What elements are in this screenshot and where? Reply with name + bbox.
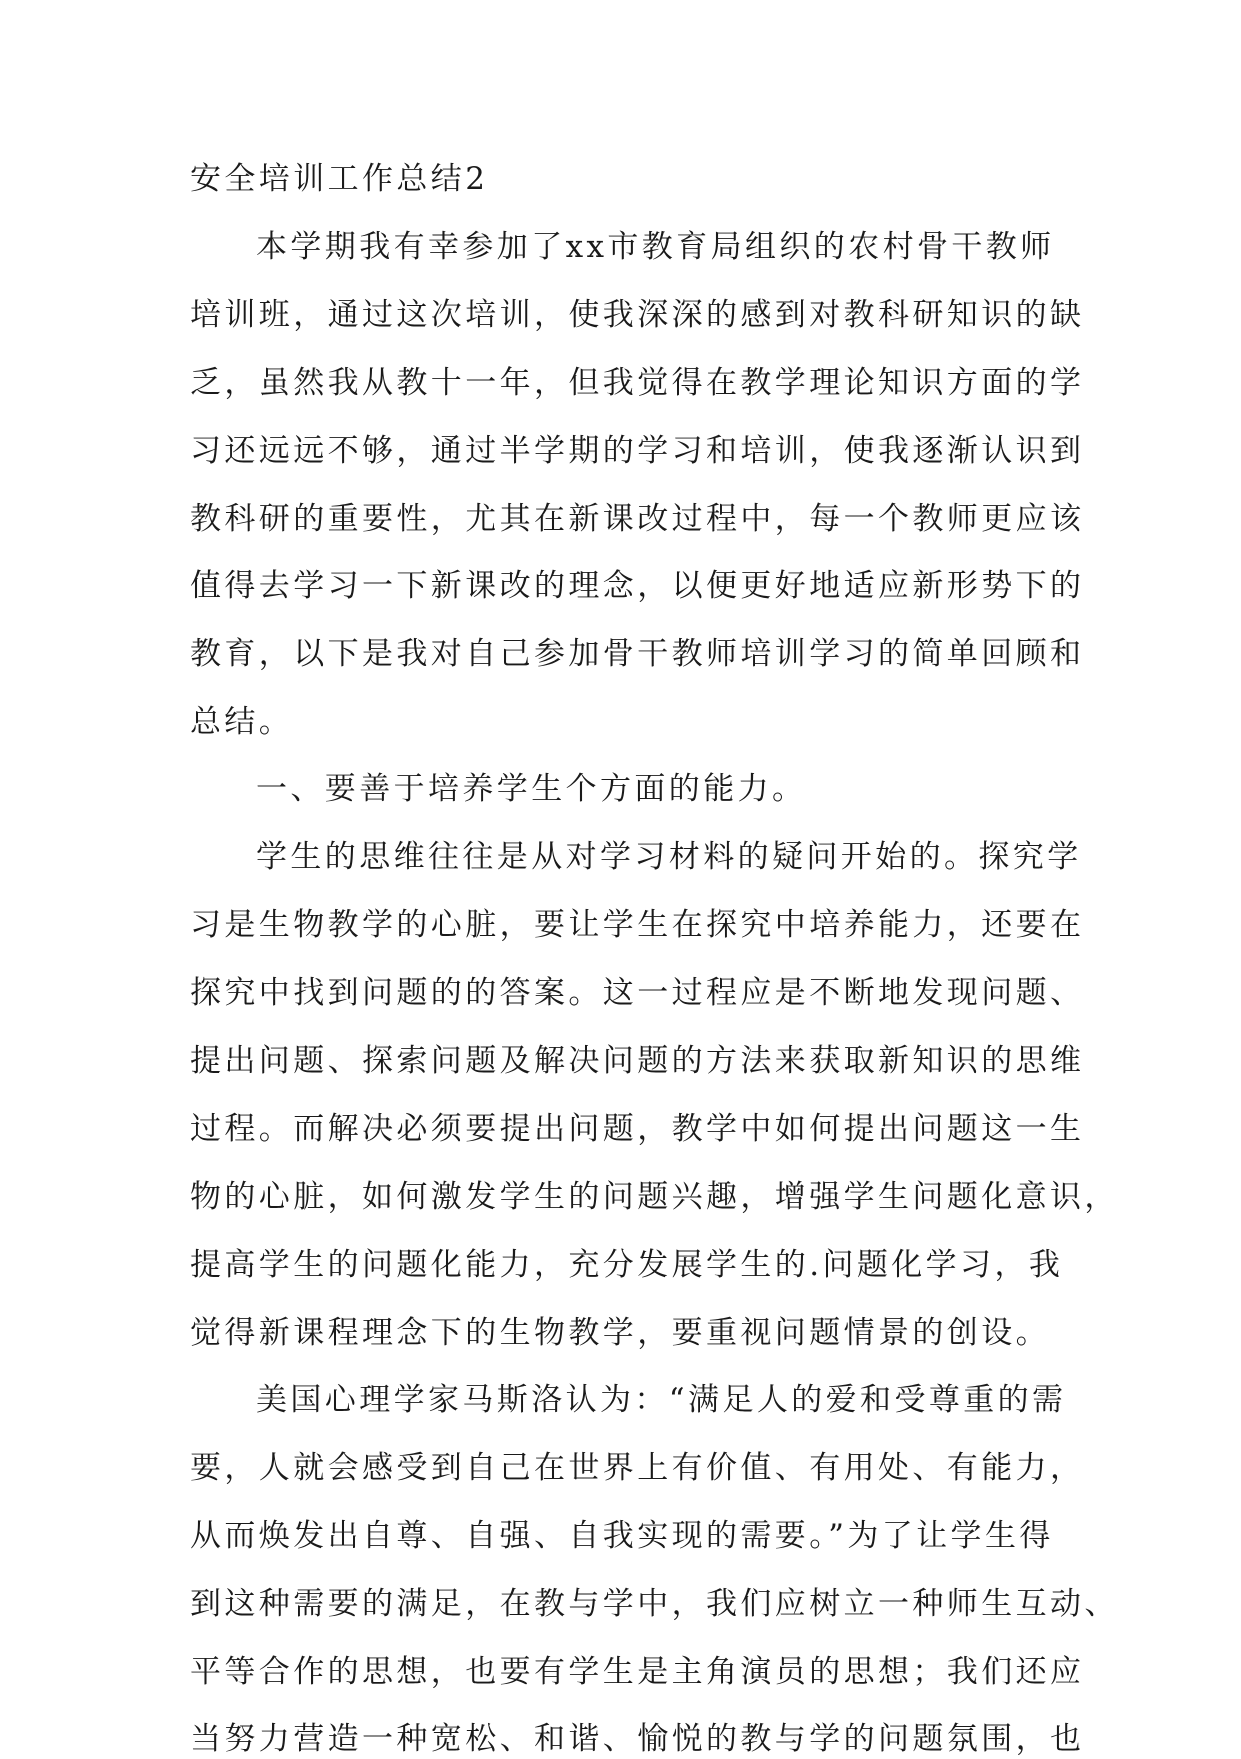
paragraph-line: 教科研的重要性，尤其在新课改过程中，每一个教师更应该 xyxy=(190,501,1085,537)
paragraph-line: 乏，虽然我从教十一年，但我觉得在教学理论知识方面的学 xyxy=(190,365,1085,401)
paragraph-line: 要，人就会感受到自己在世界上有价值、有用处、有能力， xyxy=(190,1450,1085,1486)
paragraph-line: 平等合作的思想，也要有学生是主角演员的思想；我们还应 xyxy=(190,1654,1085,1690)
paragraph-line: 总结。 xyxy=(190,704,294,740)
paragraph-line: 本学期我有幸参加了xx市教育局组织的农村骨干教师 xyxy=(256,229,1055,265)
paragraph-line: 觉得新课程理念下的生物教学，要重视问题情景的创设。 xyxy=(190,1315,1050,1351)
document-title: 安全培训工作总结2 xyxy=(190,161,489,197)
paragraph-line: 物的心脏，如何激发学生的问题兴趣，增强学生问题化意识， xyxy=(190,1179,1119,1215)
paragraph-line: 到这种需要的满足，在教与学中，我们应树立一种师生互动、 xyxy=(190,1586,1119,1622)
paragraph-line: 值得去学习一下新课改的理念，以便更好地适应新形势下的 xyxy=(190,568,1085,604)
paragraph-line: 习还远远不够，通过半学期的学习和培训，使我逐渐认识到 xyxy=(190,433,1085,469)
paragraph-line: 提出问题、探索问题及解决问题的方法来获取新知识的思维 xyxy=(190,1043,1085,1079)
section-heading: 一、要善于培养学生个方面的能力。 xyxy=(256,771,807,807)
paragraph-line: 当努力营造一种宽松、和谐、愉悦的教与学的问题氛围，也 xyxy=(190,1721,1085,1757)
paragraph-line: 从而焕发出自尊、自强、自我实现的需要。”为了让学生得 xyxy=(190,1518,1054,1554)
paragraph-line: 探究中找到问题的的答案。这一过程应是不断地发现问题、 xyxy=(190,975,1085,1011)
paragraph-line: 教育，以下是我对自己参加骨干教师培训学习的简单回顾和 xyxy=(190,636,1085,672)
paragraph-line: 学生的思维往往是从对学习材料的疑问开始的。探究学 xyxy=(256,839,1082,875)
paragraph-line: 过程。而解决必须要提出问题，教学中如何提出问题这一生 xyxy=(190,1111,1085,1147)
paragraph-line: 提高学生的问题化能力，充分发展学生的.问题化学习，我 xyxy=(190,1247,1064,1283)
paragraph-line: 习是生物教学的心脏，要让学生在探究中培养能力，还要在 xyxy=(190,907,1085,943)
paragraph-line: 美国心理学家马斯洛认为：“满足人的爱和受尊重的需 xyxy=(256,1382,1067,1418)
paragraph-line: 培训班，通过这次培训，使我深深的感到对教科研知识的缺 xyxy=(190,297,1085,333)
